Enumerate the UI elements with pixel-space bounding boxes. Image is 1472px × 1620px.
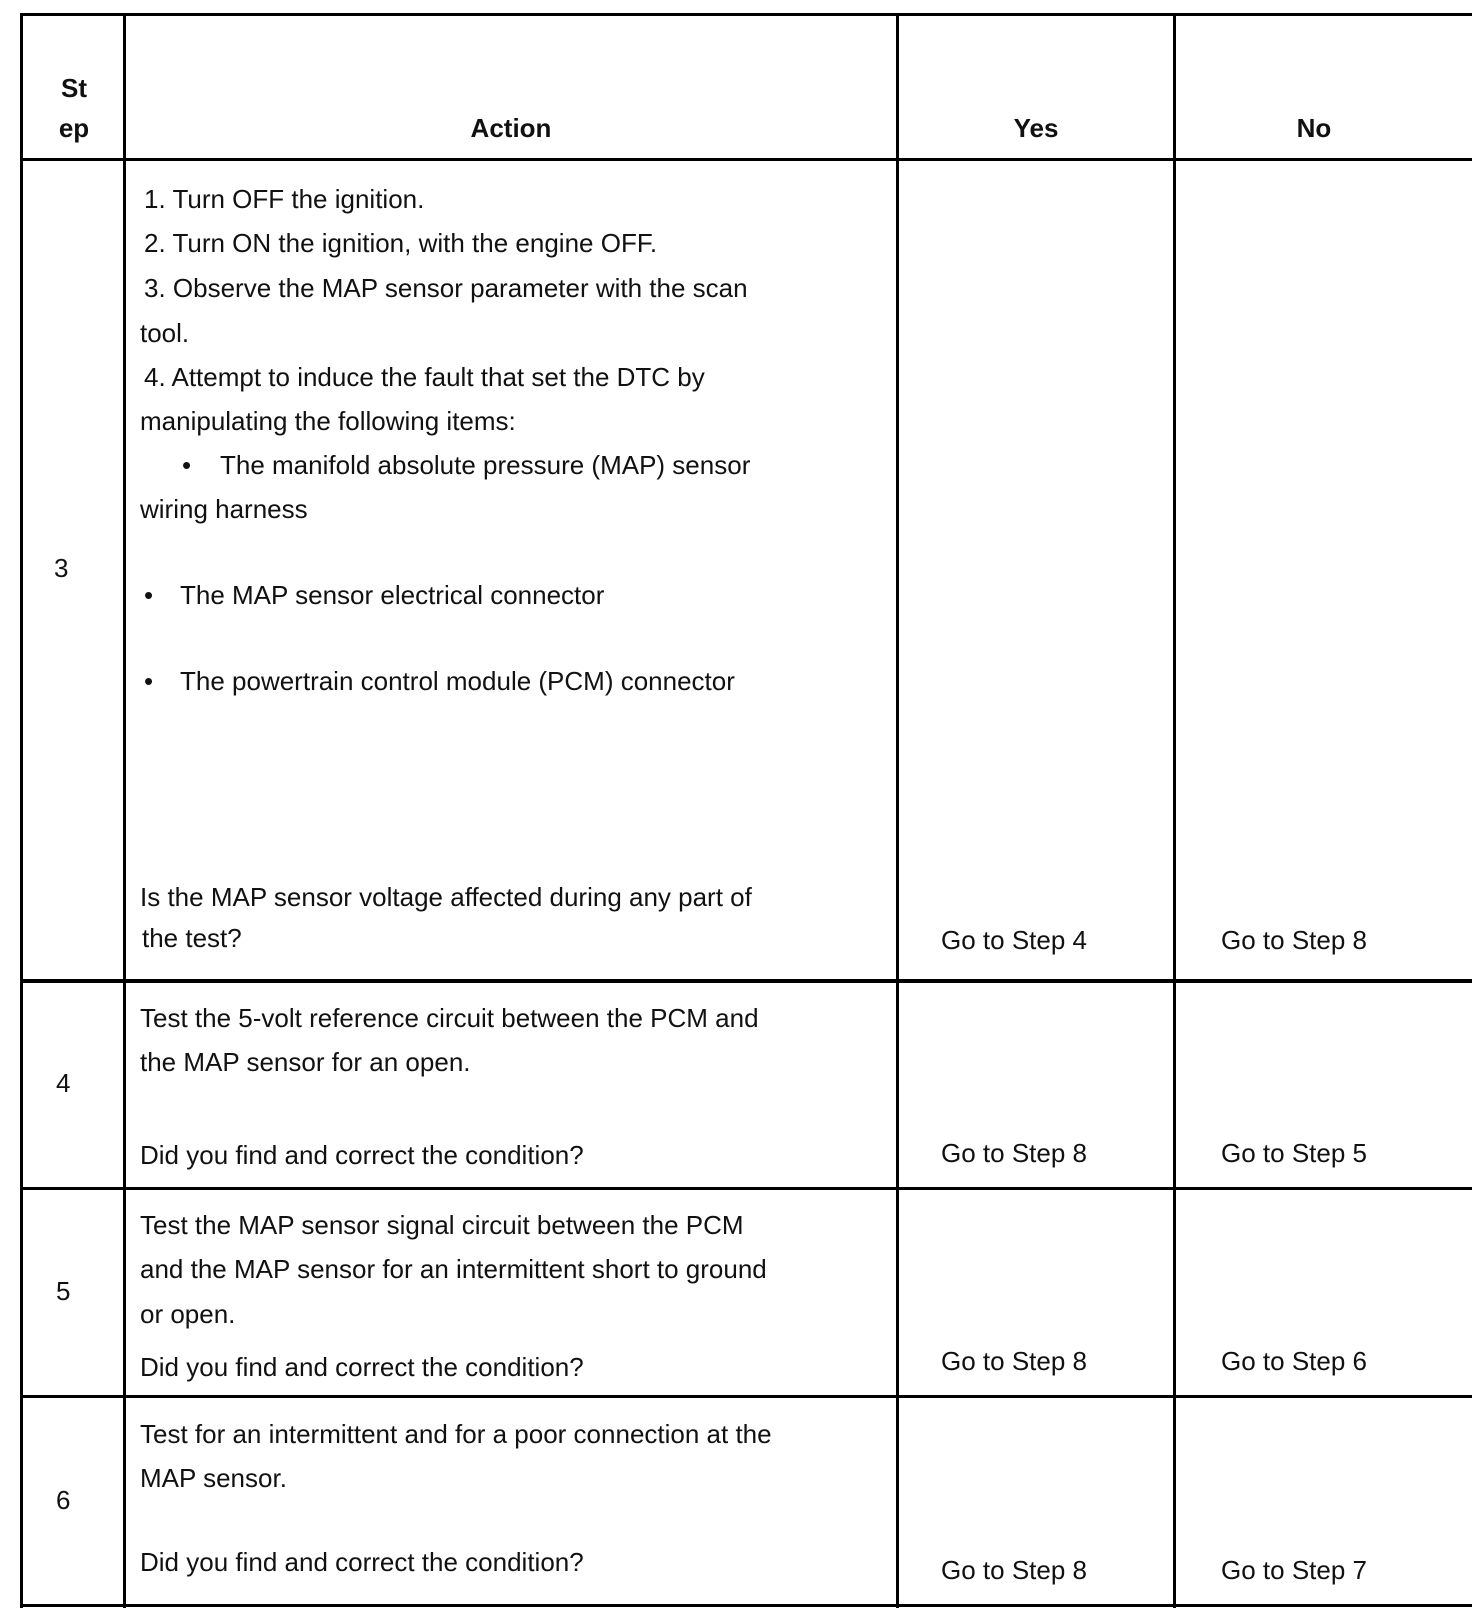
action-line: the MAP sensor for an open. — [140, 1047, 471, 1077]
action-item: 1. Turn OFF the ignition. — [144, 184, 425, 214]
action-item: 4. Attempt to induce the fault that set the DTC by — [144, 362, 705, 392]
bullet-text: The MAP sensor electrical connector — [180, 580, 605, 610]
action-line: Test the 5-volt reference circuit between the PCM and — [140, 1003, 759, 1033]
column-divider — [1173, 14, 1176, 1608]
table-border-left — [20, 14, 23, 1608]
action-question: Did you find and correct the condition? — [140, 1140, 584, 1170]
column-divider — [123, 14, 126, 1608]
yes-result: Go to Step 8 — [941, 1555, 1087, 1585]
action-line: Test the MAP sensor signal circuit between the PCM — [140, 1210, 744, 1240]
action-question: Did you find and correct the condition? — [140, 1547, 584, 1577]
header-no: No — [1296, 113, 1332, 143]
bullet-text: The manifold absolute pressure (MAP) sensor — [220, 450, 751, 480]
header-divider — [20, 158, 1472, 161]
yes-result: Go to Step 8 — [941, 1346, 1087, 1376]
action-item: 3. Observe the MAP sensor parameter with the scan — [144, 273, 748, 303]
action-line: MAP sensor. — [140, 1463, 287, 1493]
bullet-text-cont: wiring harness — [140, 494, 308, 524]
step-number: 3 — [54, 553, 69, 583]
bullet-text: The powertrain control module (PCM) connector — [180, 666, 735, 696]
action-item: 2. Turn ON the ignition, with the engine OFF. — [144, 228, 658, 258]
no-result: Go to Step 8 — [1221, 925, 1367, 955]
header-step-line2: ep — [58, 113, 90, 143]
table-border-bottom — [20, 1604, 1472, 1607]
action-item-cont: manipulating the following items: — [140, 406, 516, 436]
yes-result: Go to Step 4 — [941, 925, 1087, 955]
table-border-top — [20, 13, 1472, 16]
header-step-line1: St — [61, 73, 87, 103]
step-number: 6 — [56, 1485, 71, 1515]
bullet-icon: • — [144, 580, 154, 610]
action-line: Test for an intermittent and for a poor connection at the — [140, 1419, 772, 1449]
action-line: or open. — [140, 1299, 236, 1329]
yes-result: Go to Step 8 — [941, 1138, 1087, 1168]
no-result: Go to Step 7 — [1221, 1555, 1367, 1585]
bullet-icon: • — [182, 450, 192, 480]
step-number: 4 — [56, 1068, 71, 1098]
header-yes: Yes — [1013, 113, 1059, 143]
bullet-icon: • — [144, 666, 154, 696]
header-action: Action — [470, 113, 552, 143]
action-question-cont: the test? — [142, 923, 242, 953]
row-divider — [20, 1187, 1472, 1190]
column-divider — [896, 14, 899, 1608]
row-divider — [20, 1395, 1472, 1398]
no-result: Go to Step 5 — [1221, 1138, 1367, 1168]
action-item-cont: tool. — [140, 318, 190, 348]
action-line: and the MAP sensor for an intermittent short to ground — [140, 1254, 767, 1284]
no-result: Go to Step 6 — [1221, 1346, 1367, 1376]
row-divider — [20, 979, 1472, 983]
action-question: Did you find and correct the condition? — [140, 1352, 584, 1382]
step-number: 5 — [56, 1276, 71, 1306]
action-question: Is the MAP sensor voltage affected during any part of — [140, 882, 752, 912]
